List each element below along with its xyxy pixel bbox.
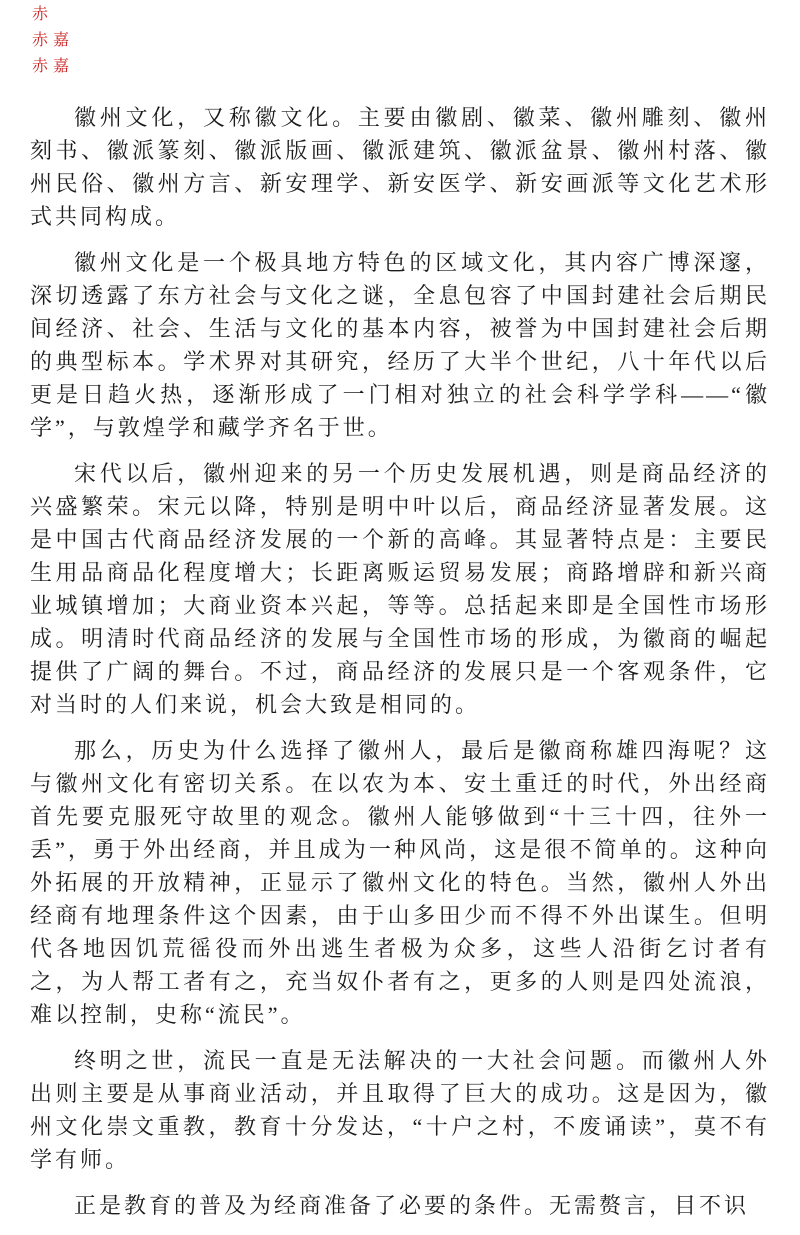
paragraph-intro-huizhou-culture: 徽州文化，又称徽文化。主要由徽剧、徽菜、徽州雕刻、徽州刻书、徽派篆刻、徽派版画、徽派建筑、徽派盆景、徽州村落、徽州民俗、徽州方言、新安理学、新安医学、新安画派等文化艺术形式共同构成。: [30, 105, 770, 229]
red-mark-2: 赤嘉: [32, 32, 75, 49]
paragraph-song-commodity-economy: 宋代以后，徽州迎来的另一个历史发展机遇，则是商品经济的兴盛繁荣。宋元以降，特别是明中叶以后，商品经济显著发展。这是中国古代商品经济发展的一个新的高峰。其显著特点是：主要民生用品商品化程度增大；长距离贩运贸易发展；商路增辟和新兴商业城镇增加；大商业资本兴起，等等。总括起来即是全国性市场形成。明清时代商品经济的发展与全国性市场的形成，为徽商的崛起提供了广阔的舞台。不过，商品经济的发展只是一个客观条件，它对当时的人们来说，机会大致是相同的。: [30, 461, 770, 717]
paragraph-education-truncated: 正是教育的普及为经商准备了必要的条件。无需赘言，目不识: [74, 1193, 750, 1218]
paragraph-regional-culture: 徽州文化是一个极具地方特色的区域文化，其内容广博深邃，深切透露了东方社会与文化之谜，全息包容了中国封建社会后期民间经济、社会、生活与文化的基本内容，被誉为中国封建社会后期的典型标本。学术界对其研究，经历了大半个世纪，八十年代以后更是日趋火热，逐渐形成了一门相对独立的社会科学学科——“徽学”，与敦煌学和藏学齐名于世。: [30, 250, 770, 440]
red-annotation-marks: [32, 2, 74, 80]
paragraph-ming-liumin: 终明之世，流民一直是无法解决的一大社会问题。而徽州人外出则主要是从事商业活动，并且取得了巨大的成功。这是因为，徽州文化崇文重教，教育十分发达，“十户之村，不废诵读”，莫不有学有师。: [30, 1048, 770, 1172]
red-mark-3: 赤嘉: [32, 58, 75, 75]
document-body: [30, 101, 770, 1235]
paragraph-why-huizhou-people: 那么，历史为什么选择了徽州人，最后是徽商称雄四海呢？这与徽州文化有密切关系。在以农为本、安土重迁的时代，外出经商首先要克服死守故里的观念。徽州人能够做到“十三十四，往外一丢”，勇于外出经商，并且成为一种风尚，这是很不简单的。这种向外拓展的开放精神，正显示了徽州文化的特色。当然，徽州人外出经商有地理条件这个因素，由于山多田少而不得不外出谋生。但明代各地因饥荒徭役而外出逃生者极为众多，这些人沿街乞讨者有之，为人帮工者有之，充当奴仆者有之，更多的人则是四处流浪，难以控制，史称“流民”。: [30, 738, 770, 1027]
red-mark-1: 赤: [32, 6, 54, 23]
